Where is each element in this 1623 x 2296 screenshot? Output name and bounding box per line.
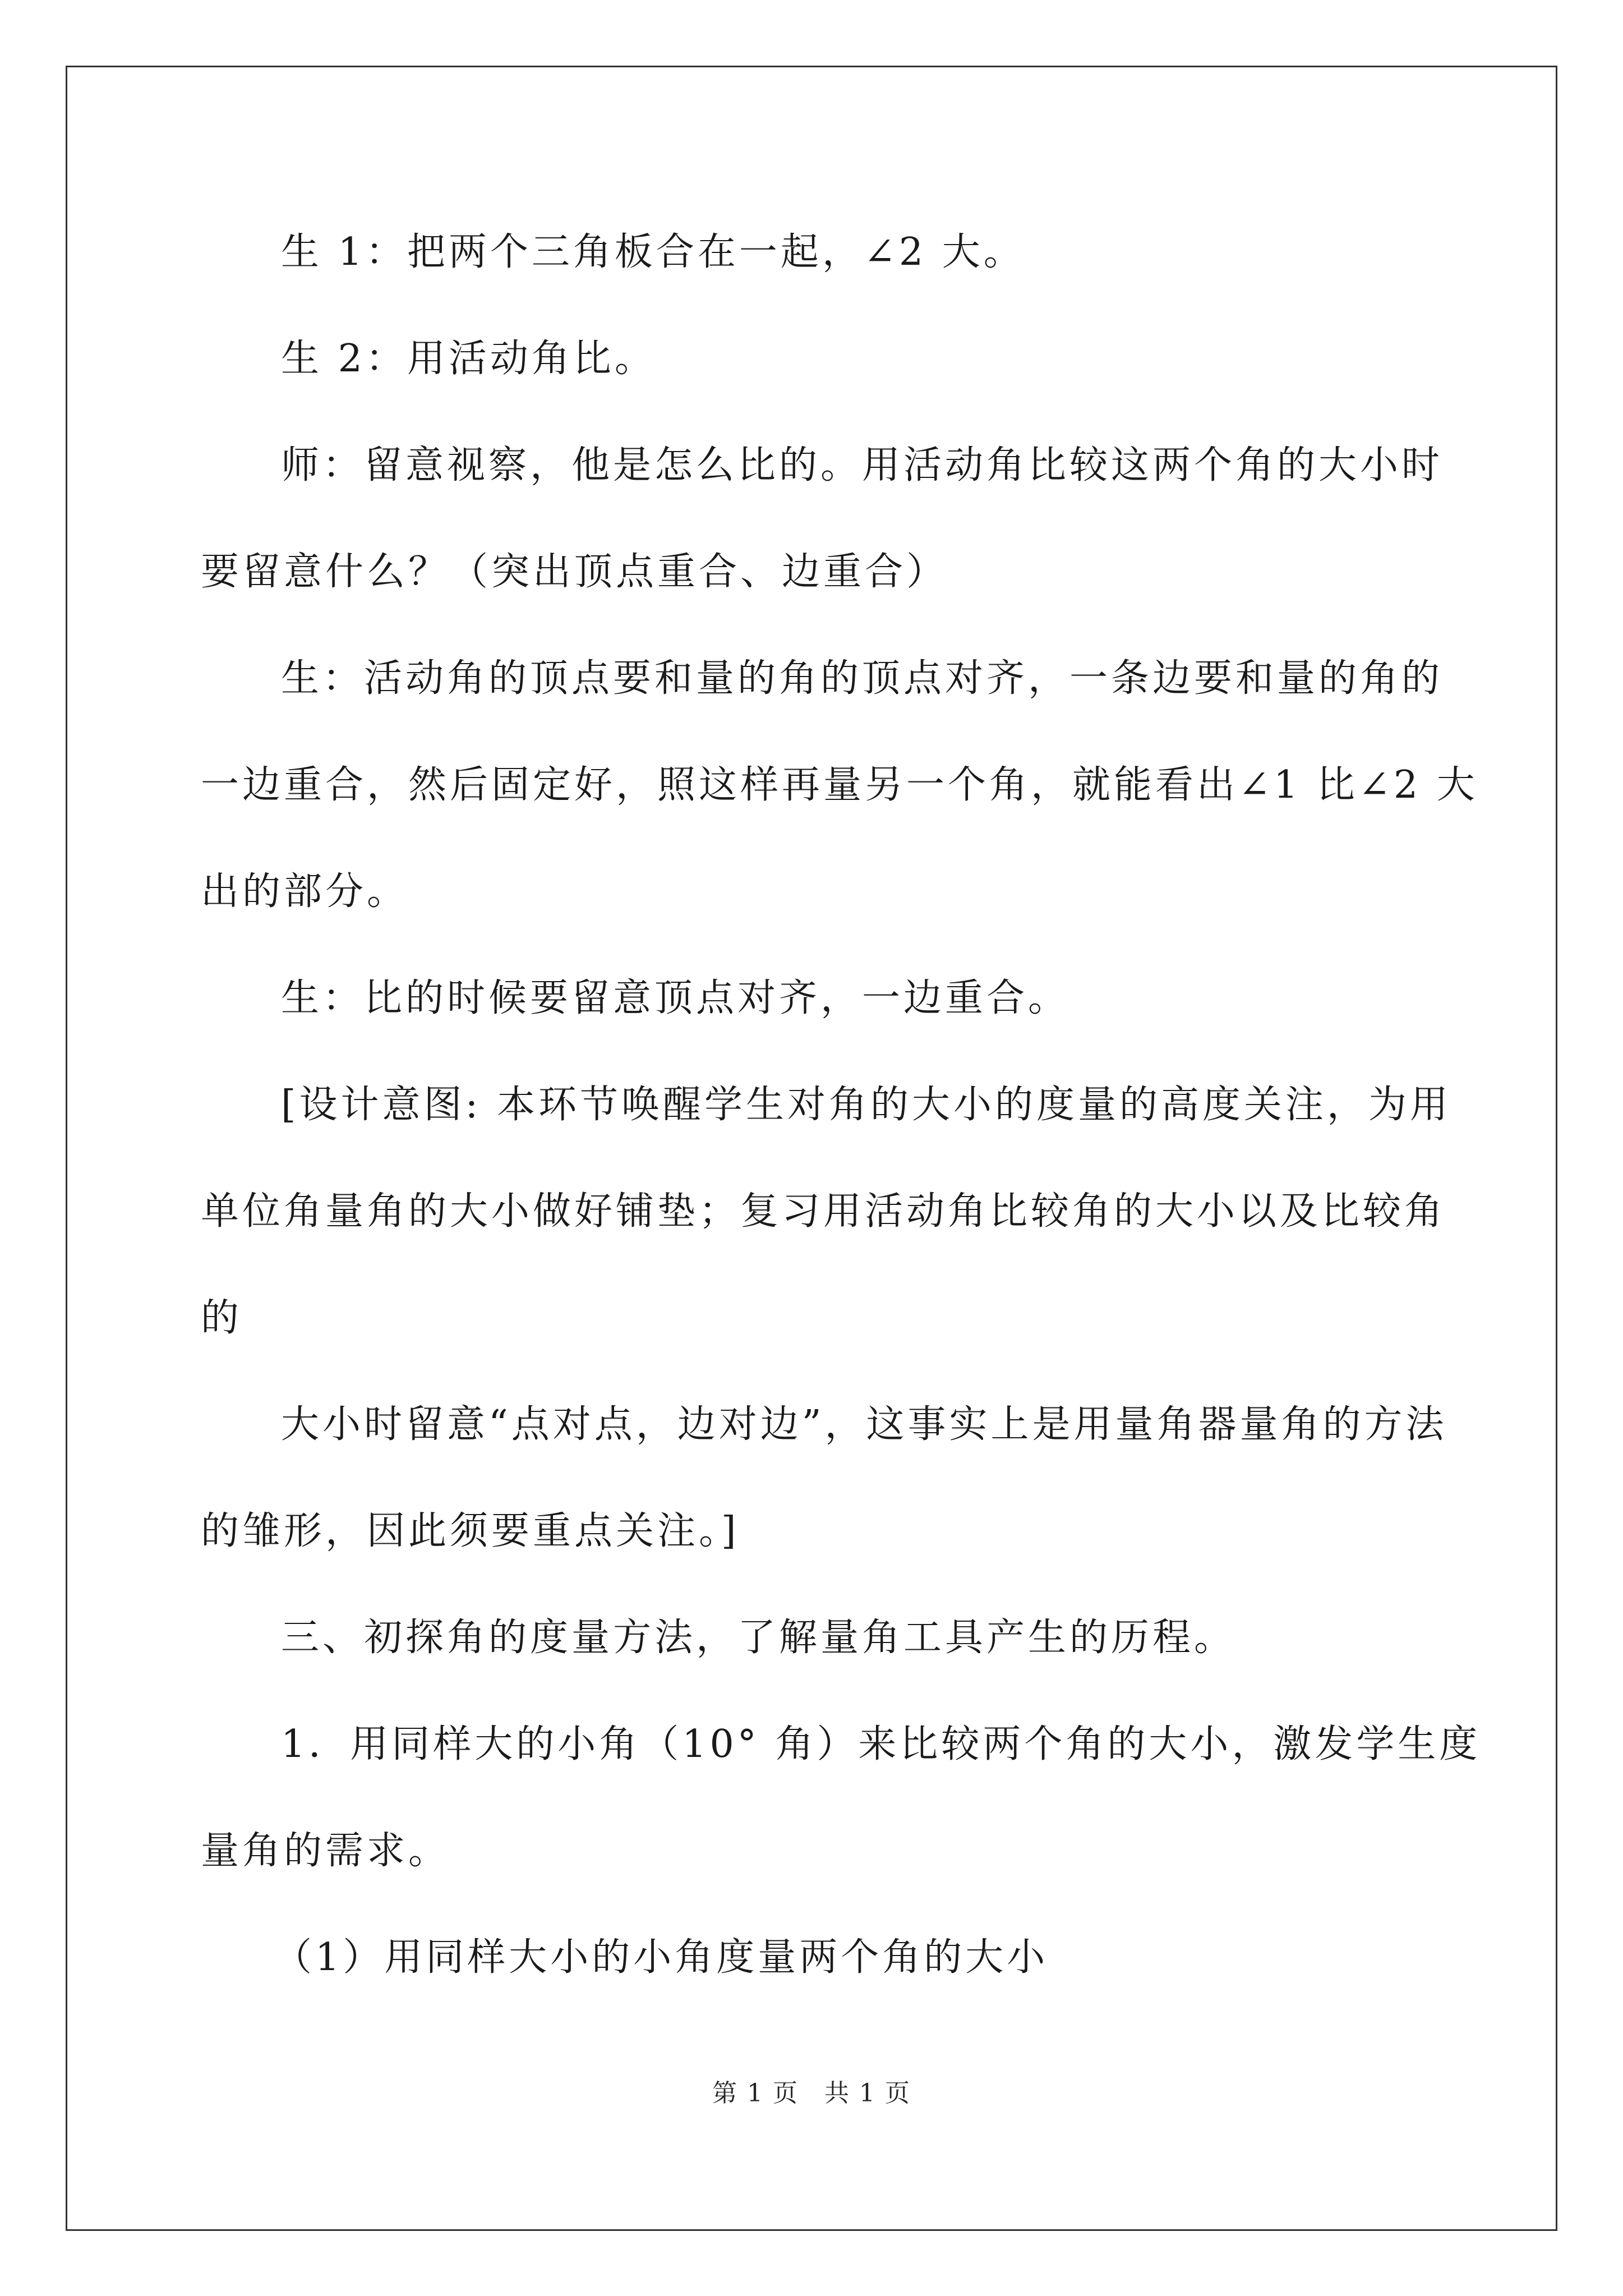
paragraph-line: 出的部分。	[201, 869, 409, 914]
paragraph-line: 一边重合，然后固定好，照这样再量另一个角，就能看出∠1 比∠2 大	[201, 763, 1478, 807]
paragraph-line: 的雏形，因此须要重点关注。]	[201, 1509, 740, 1553]
page-number-footer: 第 1 页 共 1 页	[712, 2079, 911, 2108]
paragraph-line: 生：活动角的顶点要和量的角的顶点对齐，一条边要和量的角的	[281, 656, 1444, 701]
paragraph-line: 量角的需求。	[201, 1829, 450, 1873]
paragraph-line: 生 1：把两个三角板合在一起，∠2 大。	[281, 230, 1025, 274]
paragraph-line: 的	[201, 1296, 243, 1340]
paragraph-line: [设计意图: 本环节唤醒学生对角的大小的度量的高度关注，为用	[281, 1083, 1452, 1127]
section-heading: 三、初探角的度量方法，了解量角工具产生的历程。	[281, 1616, 1236, 1660]
paragraph-line: 师：留意视察，他是怎么比的。用活动角比较这两个角的大小时	[281, 443, 1444, 487]
document-body	[201, 199, 1481, 2011]
paragraph-line: 生：比的时候要留意顶点对齐，一边重合。	[281, 976, 1070, 1020]
paragraph-line: 大小时留意“点对点，边对边”，这事实上是用量角器量角的方法	[281, 1402, 1447, 1447]
paragraph-line: 要留意什么？（突出顶点重合、边重合）	[201, 550, 948, 594]
sub-heading: （1）用同样大小的小角度量两个角的大小	[274, 1935, 1049, 1980]
paragraph-line: 1．用同样大的小角（10° 角）来比较两个角的大小，激发学生度	[281, 1722, 1481, 1766]
paragraph-line: 生 2：用活动角比。	[281, 337, 656, 381]
paragraph-line: 单位角量角的大小做好铺垫；复习用活动角比较角的大小以及比较角	[201, 1189, 1446, 1234]
